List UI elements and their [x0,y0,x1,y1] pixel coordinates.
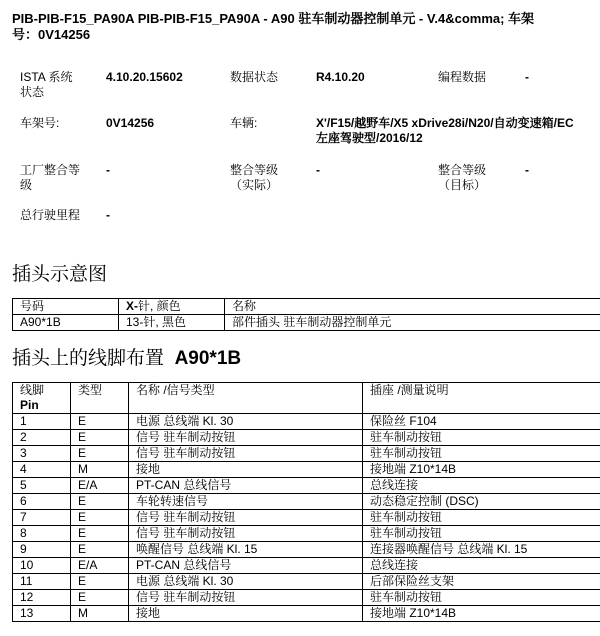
pin-number: 11 [13,574,71,590]
pin-type: M [71,606,129,622]
pin-signal: 接地 [129,606,363,622]
pin-socket: 驻车制动按钮 [363,446,600,462]
pinout-table [12,382,600,622]
pin-row [13,414,600,430]
pin-row [13,590,600,606]
vehicle-value-line-1: X'/F15/越野车/X5 xDrive28i/N20/自动变速箱/EC [316,116,574,130]
actual-level-value: - [316,163,320,177]
vehicle-label: 车辆: [230,116,258,130]
mileage-value: - [106,208,110,222]
connector-number-header: 号码 [13,299,119,315]
pin-type: E [71,414,129,430]
pin-number: 9 [13,542,71,558]
pin-type: M [71,462,129,478]
vin-value: 0V14256 [106,116,155,130]
pin-socket: 驻车制动按钮 [363,526,600,542]
connector-name-header: 名称 [225,299,600,315]
pin-socket: 动态稳定控制 (DSC) [363,494,600,510]
pin-socket: 接地端 Z10*14B [363,606,600,622]
pin-socket: 总线连接 [363,478,600,494]
pin-socket: 驻车制动按钮 [363,510,600,526]
pin-signal: 接地 [129,462,363,478]
connector-pins: 13-针, 黑色 [119,315,225,331]
pin-number: 5 [13,478,71,494]
vehicle-value-line-2: 左座驾驶型/2016/12 [316,131,423,145]
pin-type: E [71,526,129,542]
pin-socket: 总线连接 [363,558,600,574]
pin-type: E [71,590,129,606]
target-level-value: - [525,163,529,177]
pin-signal: 信号 驻车制动按钮 [129,590,363,606]
connector-table [12,298,600,331]
pin-socket: 保险丝 F104 [363,414,600,430]
type-header: 类型 [71,383,129,414]
pin-socket: 驻车制动按钮 [363,590,600,606]
document-title-line-2: 号：0V14256 [12,27,91,42]
pin-signal: 唤醒信号 总线端 Kl. 15 [129,542,363,558]
pin-socket: 后部保险丝支架 [363,574,600,590]
pin-row [13,462,600,478]
connector-table-header [13,299,600,315]
factory-level-value: - [106,163,110,177]
connector-name: 部件插头 驻车制动器控制单元 [225,315,600,331]
pin-signal: PT-CAN 总线信号 [129,558,363,574]
pin-number: 4 [13,462,71,478]
pin-type: E [71,510,129,526]
pin-row [13,494,600,510]
pinout-heading: 插头上的线脚布置 A90*1B [12,348,242,369]
pin-row [13,478,600,494]
pin-socket: 接地端 Z10*14B [363,462,600,478]
actual-level-label: 整合等级 （实际） [230,163,279,192]
pin-number: 8 [13,526,71,542]
pin-number: 6 [13,494,71,510]
pin-number: 13 [13,606,71,622]
pin-row [13,558,600,574]
vin-label: 车架号: [20,116,60,130]
pin-type: E [71,494,129,510]
document-title-line-1: PIB-PIB-F15_PA90A PIB-PIB-F15_PA90A - A90 驻车制动器控制单元 - V.4&comma; 车架 [12,11,535,26]
pin-header: 线脚 Pin [13,383,71,414]
document-title [12,11,597,43]
pin-signal: 信号 驻车制动按钮 [129,526,363,542]
connector-diagram-heading: 插头示意图 [12,264,108,285]
pin-signal: PT-CAN 总线信号 [129,478,363,494]
pin-row [13,606,600,622]
pin-type: E [71,574,129,590]
pin-row [13,510,600,526]
pin-signal: 信号 驻车制动按钮 [129,510,363,526]
pin-number: 12 [13,590,71,606]
signal-header: 名称 /信号类型 [129,383,363,414]
pin-socket: 驻车制动按钮 [363,430,600,446]
target-level-label: 整合等级 （目标） [438,163,487,192]
pin-type: E [71,446,129,462]
pin-number: 2 [13,430,71,446]
pin-type: E/A [71,478,129,494]
ista-label: ISTA 系统 状态 [20,70,73,99]
pin-signal: 电源 总线端 Kl. 30 [129,574,363,590]
connector-pins-header: X-针, 颜色 [119,299,225,315]
data-status-label: 数据状态 [230,70,279,84]
programming-value: - [525,70,529,84]
pin-signal: 电源 总线端 Kl. 30 [129,414,363,430]
pin-number: 10 [13,558,71,574]
pin-signal: 信号 驻车制动按钮 [129,446,363,462]
connector-number: A90*1B [13,315,119,331]
pin-type: E/A [71,558,129,574]
pin-type: E [71,542,129,558]
pin-row [13,430,600,446]
pin-signal: 信号 驻车制动按钮 [129,430,363,446]
pin-row [13,526,600,542]
pin-signal: 车轮转速信号 [129,494,363,510]
mileage-label: 总行驶里程 [20,208,81,222]
pin-number: 1 [13,414,71,430]
data-status-value: R4.10.20 [316,70,365,84]
ista-value: 4.10.20.15602 [106,70,183,84]
connector-row [13,315,600,331]
programming-label: 编程数据 [438,70,487,84]
socket-header: 插座 /测量说明 [363,383,600,414]
pinout-table-header [13,383,600,414]
pin-number: 7 [13,510,71,526]
pin-row [13,446,600,462]
pin-socket: 连接器唤醒信号 总线端 Kl. 15 [363,542,600,558]
pin-type: E [71,430,129,446]
vehicle-value [316,116,600,146]
pin-row [13,542,600,558]
factory-level-label: 工厂整合等 级 [20,163,81,192]
pin-number: 3 [13,446,71,462]
pin-row [13,574,600,590]
